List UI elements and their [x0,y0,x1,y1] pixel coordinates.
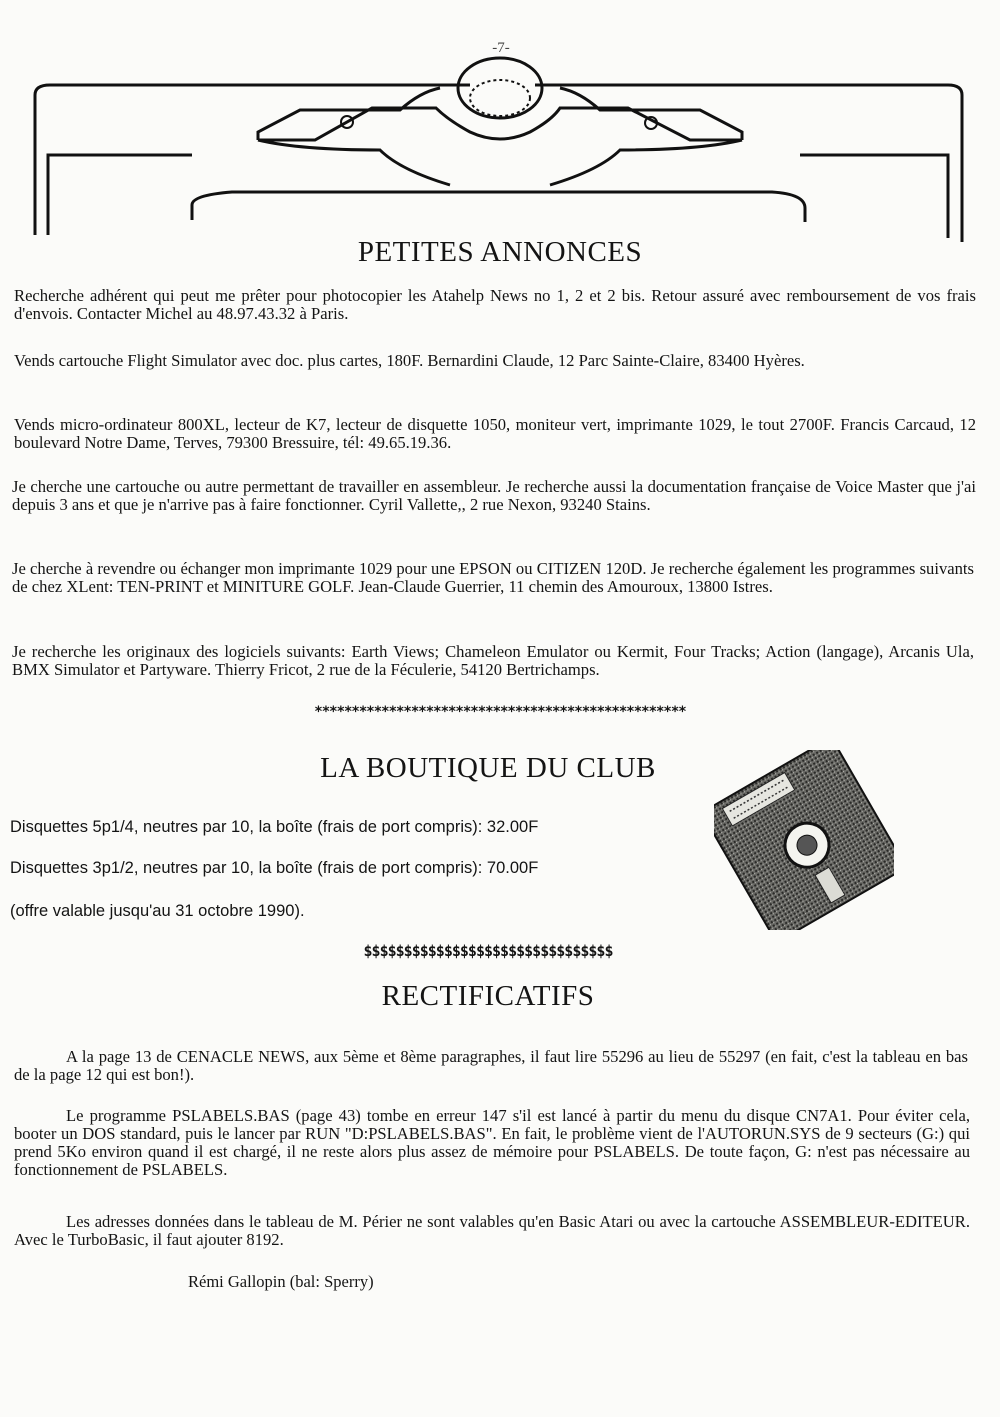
signature: Rémi Gallopin (bal: Sperry) [188,1272,374,1291]
floppy-disk-icon [714,750,894,930]
correction-paragraph: A la page 13 de CENACLE NEWS, aux 5ème et 8ème paragraphes, il faut lire 55296 au lieu de 55297 (en fait, c'est la tableau en bas de la page 12 qui est bon!). [14,1047,968,1084]
ad-item: Je cherche à revendre ou échanger mon imprimante 1029 pour une EPSON ou CITIZEN 120D. Je recherche également les programmes suivants de chez XLent: TEN-PRINT et MINITURE GOLF. Jean-Claude Guerrier, 11 chemin des Amouroux, 13800 Istres. [12,559,974,596]
shop-note: (offre valable jusqu'au 31 octobre 1990). [10,902,305,920]
header-ornament [0,0,1000,250]
shop-title: LA BOUTIQUE DU CLUB [320,752,656,784]
ads-title: PETITES ANNONCES [357,236,643,268]
page-number: -7- [492,40,510,56]
shop-item: Disquettes 3p1/2, neutres par 10, la boîte (frais de port compris): 70.00F [10,859,539,877]
ad-item: Vends micro-ordinateur 800XL, lecteur de K7, lecteur de disquette 1050, moniteur vert, imprimante 1029, le tout 2700F. Francis Carcaud, 12 boulevard Notre Dame, Terves, 79300 Bressuire, tél: 49.65.19.36. [14,415,976,452]
separator-dollars: $$$$$$$$$$$$$$$$$$$$$$$$$$$$$$$ [363,942,613,960]
separator-asterisks: ************************************************** [314,704,686,720]
ad-item: Recherche adhérent qui peut me prêter pour photocopier les Atahelp News no 1, 2 et 2 bis. Retour assuré avec remboursement de vos frais d'envois. Contacter Michel au 48.97.43.32 à Paris. [14,286,976,323]
correction-paragraph: Les adresses données dans le tableau de M. Périer ne sont valables qu'en Basic Atari ou avec la cartouche ASSEMBLEUR-EDITEUR. Avec le TurboBasic, il faut ajouter 8192. [14,1212,970,1249]
ad-item: Vends cartouche Flight Simulator avec doc. plus cartes, 180F. Bernardini Claude, 12 Parc Sainte-Claire, 83400 Hyères. [14,351,805,370]
ad-item: Je recherche les originaux des logiciels suivants: Earth Views; Chameleon Emulator ou Kermit, Four Tracks; Action (langage), Arcanis Ula, BMX Simulator et Partyware. Thierry Fricot, 2 rue de la Féculerie, 54120 Bertrichamps. [12,642,974,679]
corrections-title: RECTIFICATIFS [381,980,595,1012]
ad-item: Je cherche une cartouche ou autre permettant de travailler en assembleur. Je recherche aussi la documentation française de Voice Master que j'ai depuis 3 ans et que je n'arrive pas à faire fonctionner. Cyril Vallette,, 2 rue Nexon, 93240 Stains. [12,477,976,514]
correction-paragraph: Le programme PSLABELS.BAS (page 43) tombe en erreur 147 s'il est lancé à partir du menu du disque CN7A1. Pour éviter cela, booter un DOS standard, puis le lancer par RUN "D:PSLABELS.BAS". En fait, le problème vient de l'AUTORUN.SYS de 9 secteurs (G:) qui prend 5Ko environ quand il est chargé, il ne reste alors plus assez de mémoire pour PSLABELS. De toute façon, G: n'est pas nécessaire au fonctionnement de PSLABELS. [14,1106,970,1179]
shop-item: Disquettes 5p1/4, neutres par 10, la boîte (frais de port compris): 32.00F [10,818,539,836]
